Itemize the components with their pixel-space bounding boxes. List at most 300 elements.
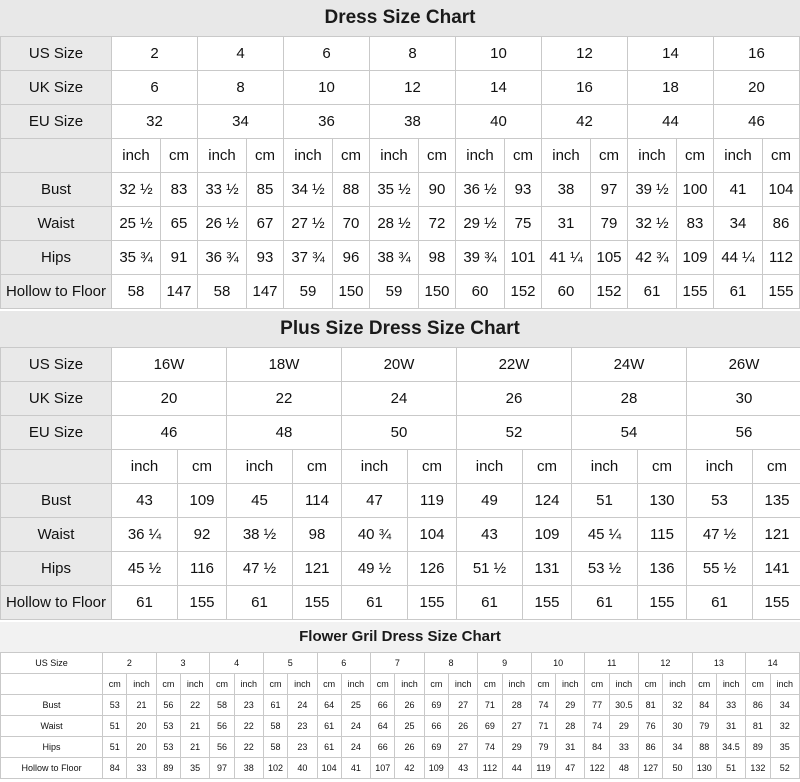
unit-inch: inch — [180, 674, 209, 695]
unit-inch: inch — [556, 674, 585, 695]
hips-inch-cell: 31 — [556, 737, 585, 758]
unit-cm: cm — [263, 674, 287, 695]
unit-cm: cm — [161, 139, 198, 173]
uk-size-row — [1, 71, 800, 105]
hips-cm-cell: 136 — [638, 552, 687, 586]
unit-inch: inch — [542, 139, 591, 173]
hollow-cm-cell: 127 — [639, 758, 663, 779]
hollow-cm-cell: 155 — [408, 586, 457, 620]
eu-size-row — [1, 416, 800, 450]
unit-inch: inch — [341, 674, 370, 695]
bust-cm-cell: 85 — [247, 173, 284, 207]
hips-row — [1, 737, 800, 758]
unit-inch: inch — [609, 674, 638, 695]
waist-cm-cell: 69 — [478, 716, 502, 737]
uk-size-cell: 18 — [628, 71, 714, 105]
unit-cm: cm — [746, 674, 770, 695]
hollow-inch-cell: 38 — [234, 758, 263, 779]
eu-size-cell: 46 — [112, 416, 227, 450]
us-size-label: US Size — [1, 653, 103, 674]
hips-cm-cell: 58 — [263, 737, 287, 758]
hollow-inch-cell: 59 — [370, 275, 419, 309]
bust-label: Bust — [1, 484, 112, 518]
waist-cm-cell: 81 — [746, 716, 770, 737]
hollow-cm-cell: 155 — [638, 586, 687, 620]
us-size-cell: 18W — [227, 348, 342, 382]
waist-cm-cell: 79 — [591, 207, 628, 241]
hollow-inch-cell: 61 — [628, 275, 677, 309]
hips-inch-cell: 47 ½ — [227, 552, 293, 586]
waist-inch-cell: 36 ¼ — [112, 518, 178, 552]
unit-inch: inch — [770, 674, 800, 695]
eu-size-row — [1, 105, 800, 139]
hips-cm-cell: 126 — [408, 552, 457, 586]
bust-inch-cell: 49 — [457, 484, 523, 518]
hollow-cm-cell: 155 — [677, 275, 714, 309]
waist-cm-cell: 115 — [638, 518, 687, 552]
unit-cm: cm — [523, 450, 572, 484]
waist-inch-cell: 27 ½ — [284, 207, 333, 241]
waist-cm-cell: 83 — [677, 207, 714, 241]
hips-cm-cell: 88 — [692, 737, 716, 758]
hollow-cm-cell: 104 — [317, 758, 341, 779]
eu-size-label: EU Size — [1, 416, 112, 450]
waist-row — [1, 518, 800, 552]
uk-size-cell: 8 — [198, 71, 284, 105]
bust-inch-cell: 33 — [716, 695, 745, 716]
us-size-cell: 10 — [456, 37, 542, 71]
unit-cm: cm — [692, 674, 716, 695]
eu-size-cell: 44 — [628, 105, 714, 139]
hollow-inch-cell: 61 — [227, 586, 293, 620]
bust-inch-cell: 22 — [180, 695, 209, 716]
us-size-cell: 5 — [263, 653, 317, 674]
hollow-cm-cell: 119 — [531, 758, 555, 779]
uk-size-cell: 16 — [542, 71, 628, 105]
bust-cm-cell: 100 — [677, 173, 714, 207]
unit-inch: inch — [370, 139, 419, 173]
uk-size-cell: 28 — [572, 382, 687, 416]
hollow-cm-cell: 152 — [591, 275, 628, 309]
hips-inch-cell: 38 ¾ — [370, 241, 419, 275]
waist-inch-cell: 43 — [457, 518, 523, 552]
us-size-cell: 8 — [370, 37, 456, 71]
waist-inch-cell: 29 ½ — [456, 207, 505, 241]
bust-inch-cell: 29 — [556, 695, 585, 716]
bust-cm-cell: 84 — [692, 695, 716, 716]
us-size-cell: 26W — [687, 348, 800, 382]
waist-inch-cell: 31 — [716, 716, 745, 737]
bust-inch-cell: 21 — [127, 695, 156, 716]
waist-inch-cell: 25 — [395, 716, 424, 737]
us-size-cell: 20W — [342, 348, 457, 382]
waist-inch-cell: 28 — [556, 716, 585, 737]
bust-cm-cell: 83 — [161, 173, 198, 207]
bust-cm-cell: 56 — [156, 695, 180, 716]
hips-label: Hips — [1, 737, 103, 758]
waist-inch-cell: 32 — [770, 716, 800, 737]
bust-cm-cell: 124 — [523, 484, 572, 518]
bust-cm-cell: 81 — [639, 695, 663, 716]
hollow-cm-cell: 155 — [178, 586, 227, 620]
hips-cm-cell: 93 — [247, 241, 284, 275]
us-size-cell: 2 — [103, 653, 157, 674]
hips-inch-cell: 37 ¾ — [284, 241, 333, 275]
unit-row — [1, 139, 800, 173]
bust-label: Bust — [1, 695, 103, 716]
plus-size-chart-title: Plus Size Dress Size Chart — [0, 311, 800, 347]
bust-cm-cell: 53 — [103, 695, 127, 716]
waist-cm-cell: 56 — [210, 716, 234, 737]
hips-cm-cell: 116 — [178, 552, 227, 586]
waist-cm-cell: 64 — [371, 716, 395, 737]
hips-inch-cell: 49 ½ — [342, 552, 408, 586]
unit-inch: inch — [687, 450, 753, 484]
hollow-inch-cell: 47 — [556, 758, 585, 779]
bust-cm-cell: 135 — [753, 484, 800, 518]
waist-inch-cell: 40 ¾ — [342, 518, 408, 552]
waist-inch-cell: 28 ½ — [370, 207, 419, 241]
eu-size-cell: 42 — [542, 105, 628, 139]
waist-label: Waist — [1, 716, 103, 737]
hips-cm-cell: 121 — [293, 552, 342, 586]
hips-inch-cell: 34.5 — [716, 737, 745, 758]
hips-cm-cell: 141 — [753, 552, 800, 586]
bust-cm-cell: 109 — [178, 484, 227, 518]
hips-cm-cell: 74 — [478, 737, 502, 758]
waist-inch-cell: 38 ½ — [227, 518, 293, 552]
uk-size-cell: 24 — [342, 382, 457, 416]
hips-inch-cell: 41 ¼ — [542, 241, 591, 275]
us-size-cell: 12 — [639, 653, 693, 674]
waist-cm-cell: 51 — [103, 716, 127, 737]
unit-inch: inch — [628, 139, 677, 173]
waist-cm-cell: 86 — [763, 207, 800, 241]
hips-inch-cell: 33 — [609, 737, 638, 758]
us-size-cell: 3 — [156, 653, 210, 674]
hips-inch-cell: 42 ¾ — [628, 241, 677, 275]
waist-cm-cell: 109 — [523, 518, 572, 552]
hips-cm-cell: 84 — [585, 737, 609, 758]
waist-cm-cell: 71 — [531, 716, 555, 737]
hips-inch-cell: 35 — [770, 737, 800, 758]
us-size-label: US Size — [1, 37, 112, 71]
uk-size-cell: 20 — [112, 382, 227, 416]
bust-label: Bust — [1, 173, 112, 207]
hollow-row — [1, 758, 800, 779]
unit-inch: inch — [456, 139, 505, 173]
hollow-cm-cell: 109 — [424, 758, 448, 779]
hips-cm-cell: 98 — [419, 241, 456, 275]
us-size-cell: 10 — [531, 653, 585, 674]
waist-inch-cell: 32 ½ — [628, 207, 677, 241]
hollow-inch-cell: 60 — [542, 275, 591, 309]
bust-cm-cell: 58 — [210, 695, 234, 716]
eu-size-label: EU Size — [1, 105, 112, 139]
hips-inch-cell: 27 — [448, 737, 477, 758]
bust-inch-cell: 26 — [395, 695, 424, 716]
bust-inch-cell: 32 — [663, 695, 692, 716]
bust-cm-cell: 104 — [763, 173, 800, 207]
eu-size-cell: 48 — [227, 416, 342, 450]
bust-cm-cell: 88 — [333, 173, 370, 207]
hollow-cm-cell: 132 — [746, 758, 770, 779]
bust-cm-cell: 66 — [371, 695, 395, 716]
hollow-cm-cell: 107 — [371, 758, 395, 779]
bust-inch-cell: 34 ½ — [284, 173, 333, 207]
waist-cm-cell: 104 — [408, 518, 457, 552]
hips-cm-cell: 86 — [639, 737, 663, 758]
hips-inch-cell: 35 ¾ — [112, 241, 161, 275]
waist-inch-cell: 24 — [341, 716, 370, 737]
bust-row — [1, 173, 800, 207]
hips-inch-cell: 21 — [180, 737, 209, 758]
hips-inch-cell: 36 ¾ — [198, 241, 247, 275]
hollow-inch-cell: 61 — [572, 586, 638, 620]
us-size-cell: 13 — [692, 653, 746, 674]
unit-cm: cm — [178, 450, 227, 484]
waist-cm-cell: 58 — [263, 716, 287, 737]
us-size-cell: 6 — [284, 37, 370, 71]
hollow-cm-cell: 150 — [333, 275, 370, 309]
unit-cm: cm — [424, 674, 448, 695]
unit-inch: inch — [395, 674, 424, 695]
hips-cm-cell: 51 — [103, 737, 127, 758]
bust-cm-cell: 119 — [408, 484, 457, 518]
hips-label: Hips — [1, 552, 112, 586]
unit-cm: cm — [638, 450, 687, 484]
waist-cm-cell: 66 — [424, 716, 448, 737]
unit-cm: cm — [531, 674, 555, 695]
waist-cm-cell: 121 — [753, 518, 800, 552]
hollow-label: Hollow to Floor — [1, 275, 112, 309]
uk-size-cell: 6 — [112, 71, 198, 105]
us-size-cell: 11 — [585, 653, 639, 674]
uk-size-cell: 26 — [457, 382, 572, 416]
bust-cm-cell: 74 — [531, 695, 555, 716]
unit-cm: cm — [419, 139, 456, 173]
hips-cm-cell: 79 — [531, 737, 555, 758]
eu-size-cell: 52 — [457, 416, 572, 450]
unit-inch: inch — [127, 674, 156, 695]
waist-inch-cell: 47 ½ — [687, 518, 753, 552]
hollow-cm-cell: 89 — [156, 758, 180, 779]
dress-size-chart-title: Dress Size Chart — [0, 0, 800, 36]
hips-cm-cell: 89 — [746, 737, 770, 758]
unit-inch: inch — [572, 450, 638, 484]
us-size-cell: 14 — [628, 37, 714, 71]
us-size-cell: 2 — [112, 37, 198, 71]
bust-cm-cell: 77 — [585, 695, 609, 716]
hips-cm-cell: 96 — [333, 241, 370, 275]
hips-cm-cell: 91 — [161, 241, 198, 275]
hollow-inch-cell: 61 — [112, 586, 178, 620]
bust-cm-cell: 93 — [505, 173, 542, 207]
unit-inch: inch — [198, 139, 247, 173]
hollow-row — [1, 275, 800, 309]
hips-cm-cell: 109 — [677, 241, 714, 275]
bust-inch-cell: 53 — [687, 484, 753, 518]
waist-row — [1, 207, 800, 241]
uk-size-cell: 30 — [687, 382, 800, 416]
bust-inch-cell: 41 — [714, 173, 763, 207]
unit-inch: inch — [663, 674, 692, 695]
hollow-cm-cell: 112 — [478, 758, 502, 779]
us-size-cell: 8 — [424, 653, 478, 674]
hips-inch-cell: 20 — [127, 737, 156, 758]
hips-inch-cell: 23 — [288, 737, 317, 758]
bust-inch-cell: 25 — [341, 695, 370, 716]
unit-row-blank — [1, 450, 112, 484]
hollow-inch-cell: 61 — [687, 586, 753, 620]
hollow-inch-cell: 48 — [609, 758, 638, 779]
unit-cm: cm — [247, 139, 284, 173]
waist-cm-cell: 92 — [178, 518, 227, 552]
hollow-row — [1, 586, 800, 620]
us-size-cell: 9 — [478, 653, 532, 674]
waist-inch-cell: 23 — [288, 716, 317, 737]
waist-cm-cell: 76 — [639, 716, 663, 737]
hips-cm-cell: 101 — [505, 241, 542, 275]
hips-label: Hips — [1, 241, 112, 275]
waist-inch-cell: 21 — [180, 716, 209, 737]
waist-inch-cell: 26 — [448, 716, 477, 737]
eu-size-cell: 46 — [714, 105, 800, 139]
waist-inch-cell: 45 ¼ — [572, 518, 638, 552]
eu-size-cell: 38 — [370, 105, 456, 139]
eu-size-cell: 32 — [112, 105, 198, 139]
us-size-row — [1, 348, 800, 382]
bust-inch-cell: 28 — [502, 695, 531, 716]
hips-cm-cell: 66 — [371, 737, 395, 758]
unit-row-blank — [1, 674, 103, 695]
us-size-cell: 4 — [198, 37, 284, 71]
hollow-inch-cell: 59 — [284, 275, 333, 309]
unit-inch: inch — [716, 674, 745, 695]
waist-inch-cell: 20 — [127, 716, 156, 737]
us-size-cell: 14 — [746, 653, 800, 674]
waist-cm-cell: 61 — [317, 716, 341, 737]
waist-cm-cell: 70 — [333, 207, 370, 241]
hips-inch-cell: 51 ½ — [457, 552, 523, 586]
bust-inch-cell: 32 ½ — [112, 173, 161, 207]
bust-inch-cell: 24 — [288, 695, 317, 716]
hips-cm-cell: 105 — [591, 241, 628, 275]
waist-inch-cell: 27 — [502, 716, 531, 737]
bust-cm-cell: 97 — [591, 173, 628, 207]
waist-inch-cell: 22 — [234, 716, 263, 737]
uk-size-cell: 10 — [284, 71, 370, 105]
uk-size-label: UK Size — [1, 382, 112, 416]
waist-cm-cell: 53 — [156, 716, 180, 737]
unit-inch: inch — [234, 674, 263, 695]
waist-cm-cell: 74 — [585, 716, 609, 737]
hollow-inch-cell: 58 — [198, 275, 247, 309]
hips-cm-cell: 112 — [763, 241, 800, 275]
uk-size-label: UK Size — [1, 71, 112, 105]
unit-row — [1, 450, 800, 484]
unit-inch: inch — [342, 450, 408, 484]
hips-inch-cell: 29 — [502, 737, 531, 758]
hollow-cm-cell: 155 — [523, 586, 572, 620]
hollow-cm-cell: 155 — [763, 275, 800, 309]
bust-cm-cell: 86 — [746, 695, 770, 716]
flower-girl-chart-title: Flower Gril Dress Size Chart — [0, 622, 800, 652]
hips-inch-cell: 53 ½ — [572, 552, 638, 586]
bust-inch-cell: 23 — [234, 695, 263, 716]
unit-cm: cm — [478, 674, 502, 695]
waist-cm-cell: 75 — [505, 207, 542, 241]
eu-size-cell: 40 — [456, 105, 542, 139]
waist-cm-cell: 72 — [419, 207, 456, 241]
dress-size-table — [0, 36, 800, 309]
unit-cm: cm — [639, 674, 663, 695]
us-size-cell: 4 — [210, 653, 264, 674]
bust-inch-cell: 51 — [572, 484, 638, 518]
unit-cm: cm — [103, 674, 127, 695]
bust-cm-cell: 61 — [263, 695, 287, 716]
waist-cm-cell: 67 — [247, 207, 284, 241]
us-size-cell: 22W — [457, 348, 572, 382]
hips-inch-cell: 55 ½ — [687, 552, 753, 586]
bust-inch-cell: 45 — [227, 484, 293, 518]
bust-row — [1, 484, 800, 518]
uk-size-row — [1, 382, 800, 416]
bust-cm-cell: 64 — [317, 695, 341, 716]
eu-size-cell: 56 — [687, 416, 800, 450]
unit-inch: inch — [112, 139, 161, 173]
unit-row-blank — [1, 139, 112, 173]
hollow-inch-cell: 33 — [127, 758, 156, 779]
unit-cm: cm — [753, 450, 800, 484]
waist-inch-cell: 26 ½ — [198, 207, 247, 241]
hips-inch-cell: 34 — [663, 737, 692, 758]
unit-inch: inch — [284, 139, 333, 173]
bust-inch-cell: 30.5 — [609, 695, 638, 716]
unit-cm: cm — [591, 139, 628, 173]
us-size-cell: 24W — [572, 348, 687, 382]
unit-inch: inch — [112, 450, 178, 484]
hollow-inch-cell: 61 — [457, 586, 523, 620]
hollow-inch-cell: 61 — [342, 586, 408, 620]
hips-cm-cell: 61 — [317, 737, 341, 758]
hips-cm-cell: 56 — [210, 737, 234, 758]
hips-cm-cell: 69 — [424, 737, 448, 758]
unit-inch: inch — [502, 674, 531, 695]
unit-row — [1, 674, 800, 695]
hips-cm-cell: 131 — [523, 552, 572, 586]
unit-cm: cm — [505, 139, 542, 173]
hollow-label: Hollow to Floor — [1, 586, 112, 620]
waist-inch-cell: 30 — [663, 716, 692, 737]
plus-size-table — [0, 347, 800, 620]
hollow-cm-cell: 147 — [161, 275, 198, 309]
bust-inch-cell: 47 — [342, 484, 408, 518]
hips-row — [1, 552, 800, 586]
bust-cm-cell: 130 — [638, 484, 687, 518]
hollow-cm-cell: 130 — [692, 758, 716, 779]
hollow-inch-cell: 41 — [341, 758, 370, 779]
us-size-cell: 16 — [714, 37, 800, 71]
hips-inch-cell: 24 — [341, 737, 370, 758]
hollow-cm-cell: 102 — [263, 758, 287, 779]
bust-inch-cell: 38 — [542, 173, 591, 207]
uk-size-cell: 20 — [714, 71, 800, 105]
us-size-cell: 12 — [542, 37, 628, 71]
bust-cm-cell: 69 — [424, 695, 448, 716]
unit-inch: inch — [448, 674, 477, 695]
bust-inch-cell: 39 ½ — [628, 173, 677, 207]
